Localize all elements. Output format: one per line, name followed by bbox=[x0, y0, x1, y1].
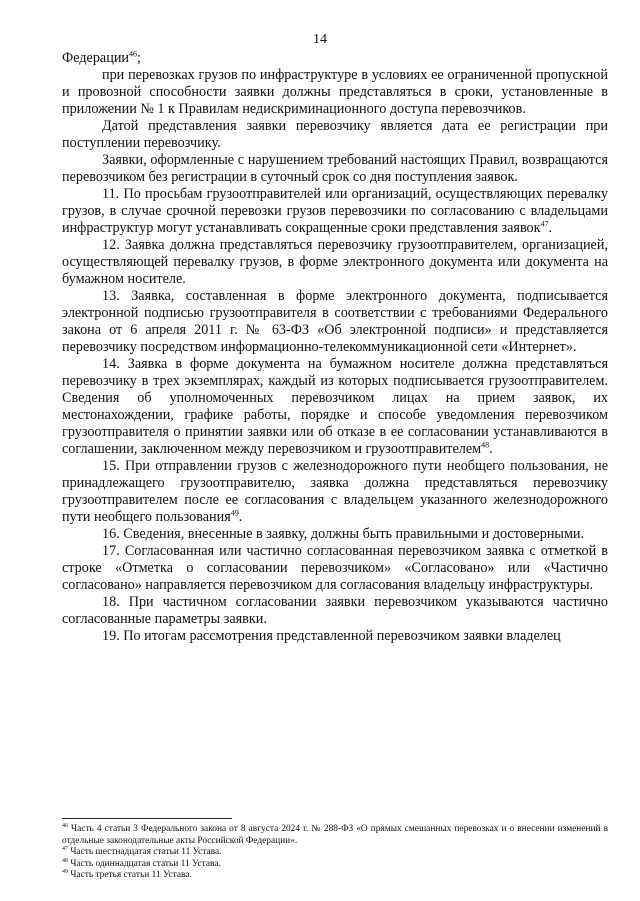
footnotes bbox=[62, 824, 608, 882]
page-number: 14 bbox=[313, 32, 327, 47]
paragraph-11: 11. По просьбам грузоотправителей или организаций, осуществляющих перевалку грузов, в случае срочной перевозки грузов перевозчики по согласованию с владельцами инфраструктур могут устанавливать сокращенные сроки представления заявок$^{47}$. bbox=[62, 186, 608, 236]
footnote-ref: 49 bbox=[230, 508, 239, 518]
paragraph-returned-requests: Заявки, оформленные с нарушением требований настоящих Правил, возвращаются перевозчиком без регистрации в суточный срок со дня поступления заявок. bbox=[62, 152, 608, 185]
paragraph-16: 16. Сведения, внесенные в заявку, должны быть правильными и достоверными. bbox=[102, 526, 585, 542]
paragraph-continuation: Федерации$^{46}$; bbox=[62, 49, 141, 66]
footnote-47: $^{47}$ Часть шестнадцатая статьи 11 Устава. bbox=[62, 845, 222, 857]
footnote-46: $^{46}$ Часть 4 статьи 3 Федерального закона от 8 августа 2024 г. № 288-ФЗ «О прямых смешанных перевозках и о внесении изменений в отдельные законодательные акты Российской Федерации». bbox=[62, 822, 608, 846]
footnote-ref: 48 bbox=[481, 440, 490, 450]
footnote-48: $^{48}$ Часть одиннадцатая статьи 11 Устава. bbox=[62, 857, 221, 869]
footnote-49: $^{49}$ Часть третья статьи 11 Устава. bbox=[62, 868, 192, 880]
paragraph-13: 13. Заявка, составленная в форме электронного документа, подписывается электронной подписью грузоотправителя в соответствии с требованиями Федерального закона от 6 апреля 2011 г. № 63-ФЗ «Об электронной подписи» и представляется перевозчику посредством информационно-телекоммуникационной сети «Интернет». bbox=[62, 288, 608, 355]
paragraph-capacity-limits: при перевозках грузов по инфраструктуре в условиях ее ограниченной пропускной и провозной способности заявки должны представляться в сроки, установленные в приложении № 1 к Правилам недискриминационного доступа перевозчиков. bbox=[62, 67, 608, 117]
paragraph-12: 12. Заявка должна представляться перевозчику грузоотправителем, организацией, осуществляющей перевалку грузов, в форме электронного документа или документа на бумажном носителе. bbox=[62, 237, 608, 287]
paragraph-17: 17. Согласованная или частично согласованная перевозчиком заявка с отметкой в строке «Отметка о согласовании перевозчиком» «Согласовано» или «Частично согласовано» направляется перевозчиком для согласования владельцу инфраструктуры. bbox=[62, 543, 608, 593]
footnote-divider bbox=[62, 818, 232, 819]
paragraph-19: 19. По итогам рассмотрения представленной перевозчиком заявки владелец bbox=[102, 628, 561, 644]
paragraph-submission-date: Датой представления заявки перевозчику является дата ее регистрации при поступлении перевозчику. bbox=[62, 118, 608, 151]
footnote-ref: 47 bbox=[540, 219, 549, 229]
paragraph-18: 18. При частичном согласовании заявки перевозчиком указываются частично согласованные параметры заявки. bbox=[62, 594, 608, 627]
paragraph-14: 14. Заявка в форме документа на бумажном носителе должна представляться перевозчику в трех экземплярах, каждый из которых подписывается грузоотправителем. Сведения об уполномоченных перевозчиком лицах на прием заявок, их местонахождении, графике работы, порядке и способе уведомления перевозчиком грузоотправителя о принятии заявки или об отказе в ее согласовании устанавливаются в соглашении, заключенном между перевозчиком и грузоотправителем$^{48}$. bbox=[62, 356, 608, 457]
body-text bbox=[62, 50, 608, 645]
footnote-ref: 46 bbox=[129, 49, 138, 59]
paragraph-15: 15. При отправлении грузов с железнодорожного пути необщего пользования, не принадлежащего грузоотправителю, заявка должна представляться перевозчику грузоотправителем после ее согласования с владельцем указанного железнодорожного пути необщего пользования$^{49}$. bbox=[62, 458, 608, 525]
